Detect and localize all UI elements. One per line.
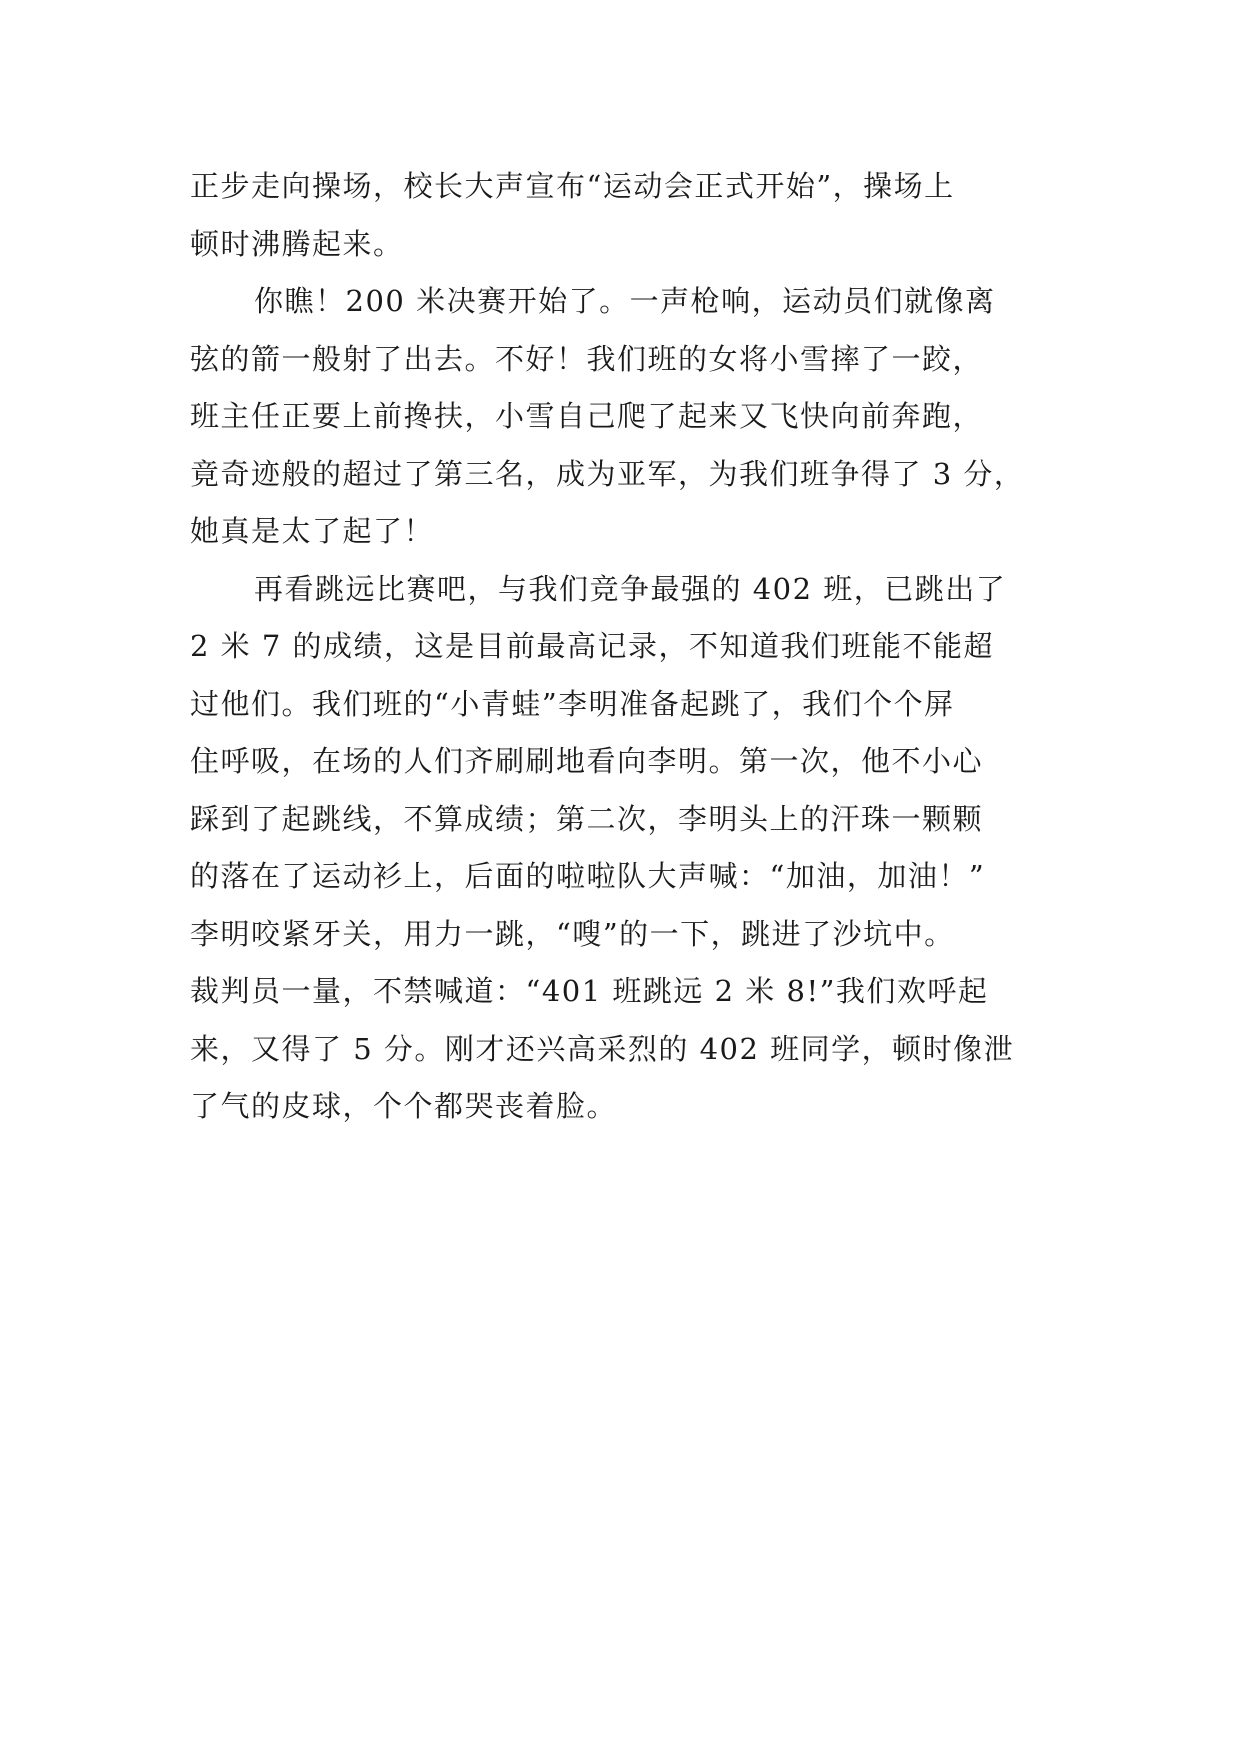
text-line: 裁判员一量，不禁喊道：“401 班跳远 2 米 8!”我们欢呼起 (190, 974, 989, 1008)
text-line: 李明咬紧牙关，用力一跳，“嗖”的一下，跳进了沙坑中。 (190, 916, 955, 951)
text-line: 踩到了起跳线，不算成绩；第二次，李明头上的汗珠一颗颗 (190, 801, 984, 836)
text-line: 住呼吸，在场的人们齐刷刷地看向李明。第一次，他不小心 (190, 744, 984, 778)
paragraph-first-line: 再看跳远比赛吧，与我们竞争最强的 402 班，已跳出了 (254, 571, 1007, 606)
text-line: 正步走向操场，校长大声宣布“运动会正式开始”，操场上 (190, 169, 955, 203)
text-line: 竟奇迹般的超过了第三名，成为亚军，为我们班争得了 3 分， (190, 456, 1025, 491)
text-line: 顿时沸腾起来。 (190, 226, 404, 261)
text-line: 2 米 7 的成绩，这是目前最高记录，不知道我们班能不能超 (190, 629, 995, 663)
text-line: 班主任正要上前搀扶，小雪自己爬了起来又飞快向前奔跑， (190, 399, 984, 433)
text-line: 的落在了运动衫上，后面的啦啦队大声喊：“加油，加油！” (190, 859, 986, 893)
body-text (190, 158, 1070, 1136)
text-line: 来，又得了 5 分。刚才还兴高采烈的 402 班同学，顿时像泄 (190, 1031, 1015, 1066)
text-line: 她真是太了起了！ (190, 514, 435, 548)
text-line: 弦的箭一般射了出去。不好！我们班的女将小雪摔了一跤， (190, 341, 984, 376)
paragraph-first-line: 你瞧！200 米决赛开始了。一声枪响，运动员们就像离 (254, 284, 996, 318)
text-line: 过他们。我们班的“小青蛙”李明准备起跳了，我们个个屏 (190, 686, 955, 721)
text-line: 了气的皮球，个个都哭丧着脸。 (190, 1089, 618, 1123)
